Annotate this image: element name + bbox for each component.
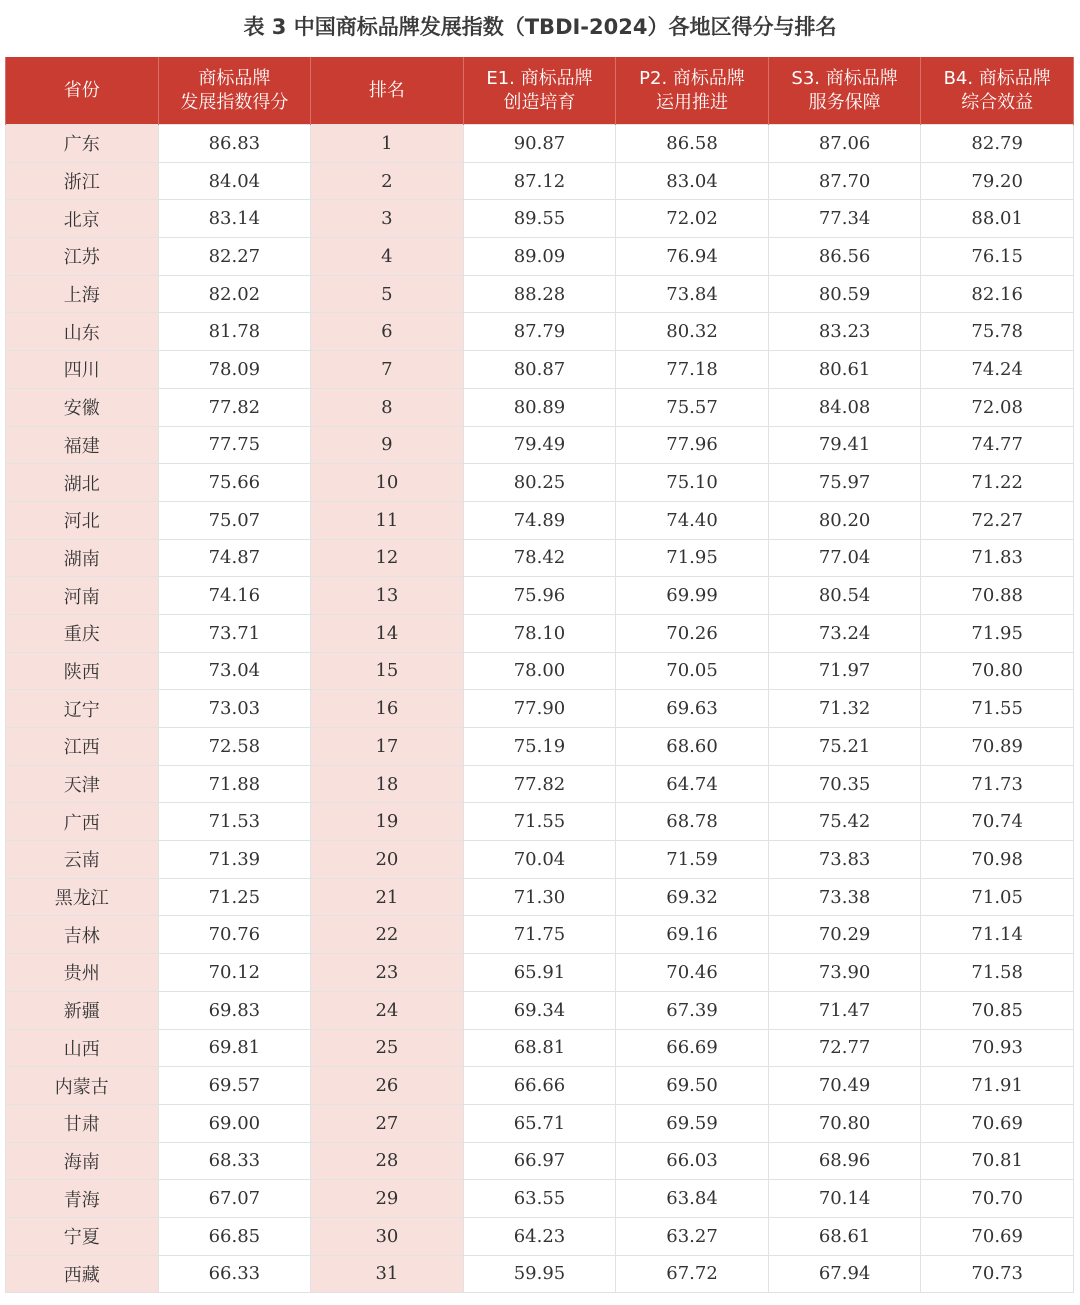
cell-index-score: 70.76 [158, 916, 311, 954]
cell-province: 湖北 [6, 464, 159, 502]
table-row [6, 501, 1074, 539]
cell-s3: 73.24 [768, 614, 921, 652]
cell-s3: 71.97 [768, 652, 921, 690]
cell-index-score: 82.02 [158, 275, 311, 313]
region-score-table [5, 57, 1074, 1293]
cell-index-score: 71.88 [158, 765, 311, 803]
cell-rank: 17 [311, 728, 464, 766]
cell-index-score: 69.00 [158, 1104, 311, 1142]
cell-s3: 87.70 [768, 162, 921, 200]
cell-index-score: 82.27 [158, 238, 311, 276]
cell-b4: 74.77 [921, 426, 1074, 464]
header-line: 创造培育 [503, 91, 576, 113]
header-e1-creation [463, 57, 616, 125]
cell-p2: 63.84 [616, 1180, 769, 1218]
cell-s3: 75.42 [768, 803, 921, 841]
table-row [6, 1104, 1074, 1142]
cell-b4: 70.69 [921, 1217, 1074, 1255]
cell-s3: 68.61 [768, 1217, 921, 1255]
cell-rank: 13 [311, 577, 464, 615]
cell-s3: 77.34 [768, 200, 921, 238]
cell-e1: 71.55 [463, 803, 616, 841]
cell-s3: 84.08 [768, 388, 921, 426]
cell-p2: 68.78 [616, 803, 769, 841]
cell-province: 吉林 [6, 916, 159, 954]
header-province [6, 57, 159, 125]
cell-province: 浙江 [6, 162, 159, 200]
cell-index-score: 77.75 [158, 426, 311, 464]
cell-rank: 31 [311, 1255, 464, 1293]
cell-b4: 82.79 [921, 125, 1074, 163]
cell-rank: 4 [311, 238, 464, 276]
cell-province: 江苏 [6, 238, 159, 276]
cell-e1: 65.71 [463, 1104, 616, 1142]
cell-province: 青海 [6, 1180, 159, 1218]
cell-province: 上海 [6, 275, 159, 313]
table-row [6, 1255, 1074, 1293]
cell-e1: 71.75 [463, 916, 616, 954]
cell-b4: 71.58 [921, 954, 1074, 992]
cell-e1: 70.04 [463, 841, 616, 879]
cell-rank: 26 [311, 1067, 464, 1105]
cell-p2: 66.69 [616, 1029, 769, 1067]
cell-b4: 75.78 [921, 313, 1074, 351]
cell-index-score: 77.82 [158, 388, 311, 426]
cell-b4: 70.98 [921, 841, 1074, 879]
cell-province: 陕西 [6, 652, 159, 690]
cell-province: 广西 [6, 803, 159, 841]
cell-province: 北京 [6, 200, 159, 238]
table-row [6, 954, 1074, 992]
cell-s3: 86.56 [768, 238, 921, 276]
table-header [6, 57, 1074, 125]
header-s3-service [768, 57, 921, 125]
cell-p2: 69.32 [616, 878, 769, 916]
cell-p2: 69.50 [616, 1067, 769, 1105]
cell-p2: 83.04 [616, 162, 769, 200]
cell-index-score: 68.33 [158, 1142, 311, 1180]
cell-index-score: 70.12 [158, 954, 311, 992]
cell-b4: 74.24 [921, 351, 1074, 389]
cell-index-score: 66.33 [158, 1255, 311, 1293]
table-row [6, 1180, 1074, 1218]
cell-province: 甘肃 [6, 1104, 159, 1142]
cell-b4: 71.14 [921, 916, 1074, 954]
cell-e1: 77.90 [463, 690, 616, 728]
cell-province: 海南 [6, 1142, 159, 1180]
table-row [6, 351, 1074, 389]
header-line: 省份 [63, 79, 100, 101]
cell-e1: 69.34 [463, 991, 616, 1029]
cell-index-score: 72.58 [158, 728, 311, 766]
cell-index-score: 73.04 [158, 652, 311, 690]
cell-rank: 29 [311, 1180, 464, 1218]
cell-p2: 63.27 [616, 1217, 769, 1255]
cell-rank: 20 [311, 841, 464, 879]
cell-rank: 27 [311, 1104, 464, 1142]
cell-b4: 71.55 [921, 690, 1074, 728]
cell-rank: 1 [311, 125, 464, 163]
cell-b4: 70.93 [921, 1029, 1074, 1067]
cell-province: 重庆 [6, 614, 159, 652]
cell-rank: 8 [311, 388, 464, 426]
cell-p2: 74.40 [616, 501, 769, 539]
cell-index-score: 73.71 [158, 614, 311, 652]
header-line: 运用推进 [656, 91, 729, 113]
cell-p2: 80.32 [616, 313, 769, 351]
cell-p2: 69.59 [616, 1104, 769, 1142]
table-row [6, 765, 1074, 803]
cell-b4: 71.22 [921, 464, 1074, 502]
cell-e1: 66.97 [463, 1142, 616, 1180]
cell-e1: 87.79 [463, 313, 616, 351]
cell-e1: 64.23 [463, 1217, 616, 1255]
cell-p2: 70.05 [616, 652, 769, 690]
cell-b4: 72.08 [921, 388, 1074, 426]
table-row [6, 539, 1074, 577]
cell-province: 山东 [6, 313, 159, 351]
cell-rank: 10 [311, 464, 464, 502]
cell-index-score: 83.14 [158, 200, 311, 238]
header-line: S3. 商标品牌 [791, 67, 898, 89]
cell-s3: 70.29 [768, 916, 921, 954]
table-row [6, 1142, 1074, 1180]
table-row [6, 803, 1074, 841]
header-line: P2. 商标品牌 [639, 67, 745, 89]
cell-e1: 79.49 [463, 426, 616, 464]
header-line: 排名 [368, 79, 405, 101]
cell-p2: 70.46 [616, 954, 769, 992]
cell-province: 黑龙江 [6, 878, 159, 916]
cell-s3: 73.83 [768, 841, 921, 879]
cell-e1: 78.00 [463, 652, 616, 690]
cell-b4: 70.85 [921, 991, 1074, 1029]
cell-s3: 73.90 [768, 954, 921, 992]
cell-province: 贵州 [6, 954, 159, 992]
cell-b4: 79.20 [921, 162, 1074, 200]
cell-e1: 80.89 [463, 388, 616, 426]
table-row [6, 313, 1074, 351]
cell-s3: 71.47 [768, 991, 921, 1029]
cell-b4: 70.69 [921, 1104, 1074, 1142]
cell-b4: 88.01 [921, 200, 1074, 238]
cell-province: 四川 [6, 351, 159, 389]
cell-index-score: 81.78 [158, 313, 311, 351]
cell-p2: 69.99 [616, 577, 769, 615]
table-row [6, 878, 1074, 916]
cell-s3: 70.80 [768, 1104, 921, 1142]
cell-index-score: 71.25 [158, 878, 311, 916]
cell-e1: 63.55 [463, 1180, 616, 1218]
cell-e1: 89.09 [463, 238, 616, 276]
table-body [6, 125, 1074, 1293]
table-title: 表 3 中国商标品牌发展指数（TBDI-2024）各地区得分与排名 [243, 15, 837, 39]
cell-s3: 83.23 [768, 313, 921, 351]
cell-province: 河北 [6, 501, 159, 539]
cell-rank: 18 [311, 765, 464, 803]
cell-b4: 82.16 [921, 275, 1074, 313]
cell-p2: 71.59 [616, 841, 769, 879]
cell-s3: 79.41 [768, 426, 921, 464]
table-row [6, 577, 1074, 615]
cell-s3: 73.38 [768, 878, 921, 916]
cell-e1: 65.91 [463, 954, 616, 992]
cell-index-score: 74.87 [158, 539, 311, 577]
cell-p2: 69.16 [616, 916, 769, 954]
cell-s3: 70.35 [768, 765, 921, 803]
cell-e1: 78.42 [463, 539, 616, 577]
cell-b4: 70.74 [921, 803, 1074, 841]
cell-rank: 24 [311, 991, 464, 1029]
cell-e1: 74.89 [463, 501, 616, 539]
table-row [6, 125, 1074, 163]
header-p2-application [616, 57, 769, 125]
cell-province: 西藏 [6, 1255, 159, 1293]
cell-province: 内蒙古 [6, 1067, 159, 1105]
cell-b4: 71.95 [921, 614, 1074, 652]
table-row [6, 614, 1074, 652]
cell-province: 宁夏 [6, 1217, 159, 1255]
cell-index-score: 86.83 [158, 125, 311, 163]
header-line: B4. 商标品牌 [943, 67, 1051, 89]
table-row [6, 991, 1074, 1029]
cell-p2: 68.60 [616, 728, 769, 766]
cell-index-score: 71.39 [158, 841, 311, 879]
cell-p2: 70.26 [616, 614, 769, 652]
cell-index-score: 66.85 [158, 1217, 311, 1255]
table-row [6, 162, 1074, 200]
cell-b4: 70.80 [921, 652, 1074, 690]
cell-rank: 12 [311, 539, 464, 577]
cell-province: 广东 [6, 125, 159, 163]
cell-b4: 71.05 [921, 878, 1074, 916]
cell-rank: 21 [311, 878, 464, 916]
cell-index-score: 69.81 [158, 1029, 311, 1067]
cell-province: 云南 [6, 841, 159, 879]
cell-s3: 80.61 [768, 351, 921, 389]
cell-p2: 67.72 [616, 1255, 769, 1293]
cell-p2: 77.18 [616, 351, 769, 389]
cell-e1: 88.28 [463, 275, 616, 313]
cell-s3: 68.96 [768, 1142, 921, 1180]
table-row [6, 841, 1074, 879]
cell-rank: 3 [311, 200, 464, 238]
header-line: 综合效益 [961, 91, 1034, 113]
cell-e1: 68.81 [463, 1029, 616, 1067]
table-row [6, 200, 1074, 238]
cell-p2: 77.96 [616, 426, 769, 464]
cell-p2: 86.58 [616, 125, 769, 163]
cell-index-score: 84.04 [158, 162, 311, 200]
cell-p2: 71.95 [616, 539, 769, 577]
cell-rank: 22 [311, 916, 464, 954]
cell-s3: 77.04 [768, 539, 921, 577]
header-row [6, 57, 1074, 125]
cell-b4: 71.91 [921, 1067, 1074, 1105]
cell-e1: 80.87 [463, 351, 616, 389]
table-row [6, 728, 1074, 766]
cell-s3: 72.77 [768, 1029, 921, 1067]
cell-index-score: 71.53 [158, 803, 311, 841]
cell-e1: 75.19 [463, 728, 616, 766]
cell-rank: 5 [311, 275, 464, 313]
cell-province: 山西 [6, 1029, 159, 1067]
cell-e1: 90.87 [463, 125, 616, 163]
header-line: 商标品牌 [198, 67, 271, 89]
cell-s3: 71.32 [768, 690, 921, 728]
cell-e1: 66.66 [463, 1067, 616, 1105]
table-row [6, 690, 1074, 728]
cell-p2: 75.10 [616, 464, 769, 502]
cell-index-score: 74.16 [158, 577, 311, 615]
cell-s3: 75.21 [768, 728, 921, 766]
cell-b4: 71.73 [921, 765, 1074, 803]
cell-rank: 7 [311, 351, 464, 389]
cell-province: 安徽 [6, 388, 159, 426]
cell-index-score: 69.57 [158, 1067, 311, 1105]
cell-p2: 73.84 [616, 275, 769, 313]
header-rank [311, 57, 464, 125]
cell-b4: 70.73 [921, 1255, 1074, 1293]
cell-b4: 70.89 [921, 728, 1074, 766]
cell-b4: 76.15 [921, 238, 1074, 276]
cell-s3: 67.94 [768, 1255, 921, 1293]
cell-e1: 77.82 [463, 765, 616, 803]
cell-p2: 66.03 [616, 1142, 769, 1180]
cell-rank: 2 [311, 162, 464, 200]
cell-rank: 14 [311, 614, 464, 652]
table-row [6, 388, 1074, 426]
cell-rank: 28 [311, 1142, 464, 1180]
cell-e1: 78.10 [463, 614, 616, 652]
cell-s3: 70.14 [768, 1180, 921, 1218]
cell-p2: 76.94 [616, 238, 769, 276]
header-line: 发展指数得分 [180, 91, 289, 113]
table-row [6, 1217, 1074, 1255]
table-row [6, 464, 1074, 502]
table-row [6, 238, 1074, 276]
cell-rank: 30 [311, 1217, 464, 1255]
cell-rank: 23 [311, 954, 464, 992]
cell-rank: 19 [311, 803, 464, 841]
cell-province: 新疆 [6, 991, 159, 1029]
cell-e1: 75.96 [463, 577, 616, 615]
cell-e1: 59.95 [463, 1255, 616, 1293]
cell-province: 河南 [6, 577, 159, 615]
cell-index-score: 73.03 [158, 690, 311, 728]
cell-s3: 80.54 [768, 577, 921, 615]
cell-e1: 80.25 [463, 464, 616, 502]
cell-p2: 72.02 [616, 200, 769, 238]
cell-e1: 71.30 [463, 878, 616, 916]
cell-province: 湖南 [6, 539, 159, 577]
cell-s3: 75.97 [768, 464, 921, 502]
cell-province: 福建 [6, 426, 159, 464]
cell-province: 辽宁 [6, 690, 159, 728]
cell-index-score: 69.83 [158, 991, 311, 1029]
cell-b4: 72.27 [921, 501, 1074, 539]
header-line: E1. 商标品牌 [486, 67, 593, 89]
cell-p2: 69.63 [616, 690, 769, 728]
table-row [6, 916, 1074, 954]
cell-rank: 6 [311, 313, 464, 351]
cell-index-score: 75.07 [158, 501, 311, 539]
cell-b4: 70.70 [921, 1180, 1074, 1218]
cell-rank: 16 [311, 690, 464, 728]
table-row [6, 426, 1074, 464]
header-line: 服务保障 [808, 91, 881, 113]
cell-s3: 70.49 [768, 1067, 921, 1105]
cell-p2: 67.39 [616, 991, 769, 1029]
cell-b4: 70.81 [921, 1142, 1074, 1180]
cell-s3: 80.59 [768, 275, 921, 313]
table-row [6, 1067, 1074, 1105]
cell-e1: 89.55 [463, 200, 616, 238]
cell-p2: 75.57 [616, 388, 769, 426]
cell-rank: 15 [311, 652, 464, 690]
cell-index-score: 67.07 [158, 1180, 311, 1218]
cell-rank: 11 [311, 501, 464, 539]
table-row [6, 275, 1074, 313]
cell-b4: 71.83 [921, 539, 1074, 577]
cell-rank: 25 [311, 1029, 464, 1067]
cell-province: 天津 [6, 765, 159, 803]
table-row [6, 652, 1074, 690]
cell-s3: 87.06 [768, 125, 921, 163]
table-row [6, 1029, 1074, 1067]
cell-rank: 9 [311, 426, 464, 464]
cell-s3: 80.20 [768, 501, 921, 539]
cell-b4: 70.88 [921, 577, 1074, 615]
header-index-score [158, 57, 311, 125]
cell-e1: 87.12 [463, 162, 616, 200]
cell-index-score: 75.66 [158, 464, 311, 502]
header-b4-benefit [921, 57, 1074, 125]
cell-p2: 64.74 [616, 765, 769, 803]
cell-index-score: 78.09 [158, 351, 311, 389]
cell-province: 江西 [6, 728, 159, 766]
